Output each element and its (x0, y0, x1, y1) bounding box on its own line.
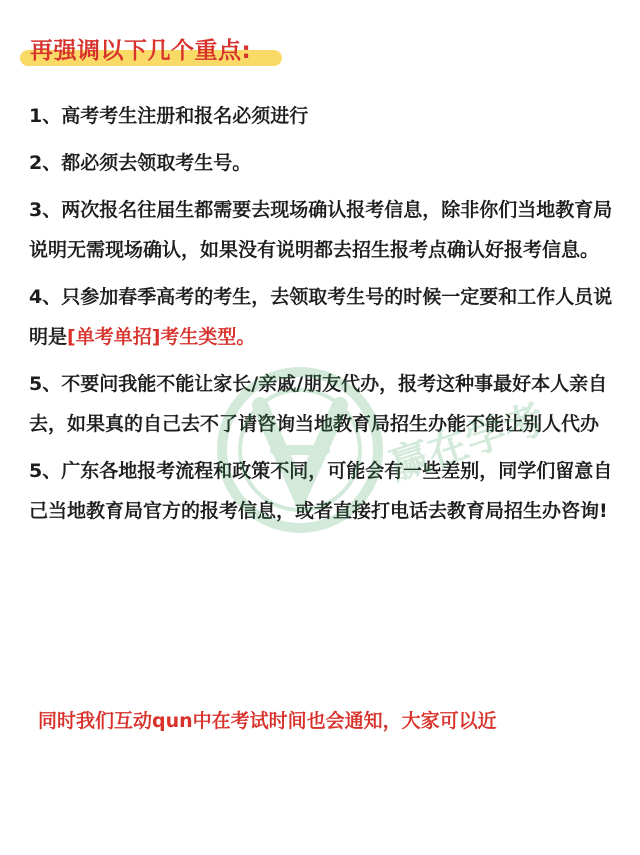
key-point-4-highlight: [单考单招]考生类型。 (67, 326, 256, 348)
key-point-1: 1、高考考生注册和报名必须进行 (29, 105, 309, 127)
key-point-4 (29, 277, 619, 357)
title-block (30, 32, 251, 65)
key-point-2: 2、都必须去领取考生号。 (29, 152, 252, 174)
key-point-5: 5、不要问我能不能让家长/亲戚/朋友代办，报考这种事最好本人亲自去，如果真的自己去不了请咨询当地教育局招生办能不能让别人代办 (29, 373, 608, 435)
key-point-4-text: 4、只参加春季高考的考生，去领取考生号的时候一定要和工作人员说明是 (29, 286, 613, 348)
footer-note: 同时我们互动qun中在考试时间也会通知，大家可以近 (38, 710, 497, 732)
watermark-text: 赢在学考 (383, 396, 551, 490)
key-points-list (29, 96, 619, 538)
key-point-6: 5、广东各地报考流程和政策不同，可能会有一些差别，同学们留意自己当地教育局官方的报考信息，或者直接打电话去教育局招生办咨询! (29, 460, 613, 522)
key-point-3: 3、两次报名往届生都需要去现场确认报考信息，除非你们当地教育局说明无需现场确认，如果没有说明都去招生报考点确认好报考信息。 (29, 199, 613, 261)
page-title: 再强调以下几个重点: (30, 38, 252, 64)
